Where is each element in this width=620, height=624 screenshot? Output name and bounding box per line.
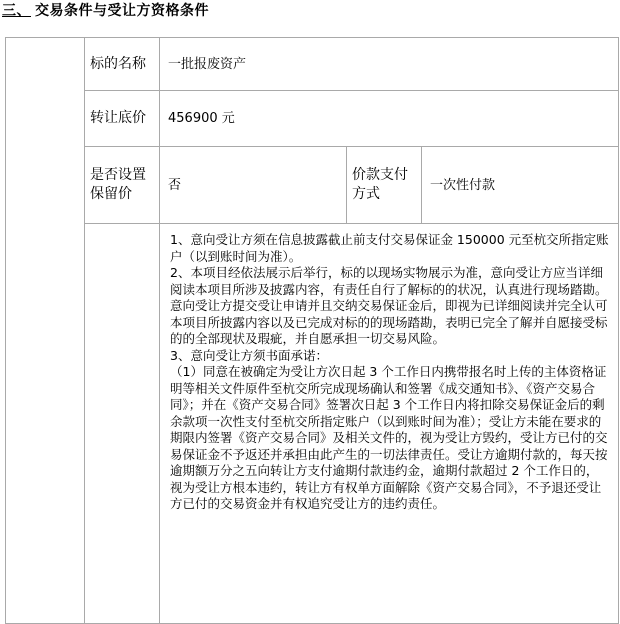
row-value-payment: 一次性付款 <box>422 147 619 224</box>
section-title: 交易条件与受让方资格条件 <box>35 3 209 19</box>
left-blank-cell <box>6 38 85 624</box>
row-label-payment: 价款支付方式 <box>347 147 422 224</box>
row-label-subject: 标的名称 <box>85 38 160 91</box>
row-value-subject: 一批报废资产 <box>160 38 619 91</box>
section-heading <box>2 0 209 22</box>
terms-paragraph: （1）同意在被确定为受让方次日起 3 个工作日内携带报名时上传的主体资格证明等相关文件原件至杭交所完成现场确认和签署《成交通知书》、《资产交易合同》；并在《资产交易合同》签署次日起 3 个工作日内将扣除交易保证金后的剩余款项一次性支付至杭交所指定账户（以到账时间为准）；受让方未能在要求的期限内签署《资产交易合同》及相关文件的，视为受让方毁约，受让方已付的交易保证金不予返还并承担由此产生的一切法律责任。受让方逾期付款的，每天按逾期额万分之五向转让方支付逾期付款违约金，逾期付款超过 2 个工作日的，视为受让方根本违约，转让方有权单方面解除《资产交易合同》，不予退还受让方已付的交易资金并有权追究受让方的违约责任。 <box>170 364 608 511</box>
row-value-reserve: 否 <box>160 147 347 224</box>
terms-cell <box>160 224 619 624</box>
terms-paragraph: 1、意向受让方须在信息披露截止前支付交易保证金 150000 元至杭交所指定账户（以到账时间为准）。 <box>170 232 609 264</box>
terms-label-cell <box>85 224 160 624</box>
conditions-table <box>5 37 618 612</box>
row-label-price: 转让底价 <box>85 91 160 147</box>
terms-paragraph: 3、意向受让方须书面承诺： <box>170 347 328 363</box>
row-value-price: 456900 元 <box>160 91 619 147</box>
row-label-reserve: 是否设置保留价 <box>85 147 160 224</box>
terms-paragraph: 2、本项目经依法展示后举行，标的以现场实物展示为准，意向受让方应当详细阅读本项目所涉及披露内容，有责任自行了解标的的状况，认真进行现场踏勘。意向受让方提交受让申请并且交纳交易保证金后，即视为已详细阅读并完全认可本项目所披露内容以及已完成对标的的现场踏勘，表明已完全了解并自愿接受标的的全部现状及瑕疵，并自愿承担一切交易风险。 <box>170 265 608 346</box>
section-number: 三、 <box>2 3 31 19</box>
